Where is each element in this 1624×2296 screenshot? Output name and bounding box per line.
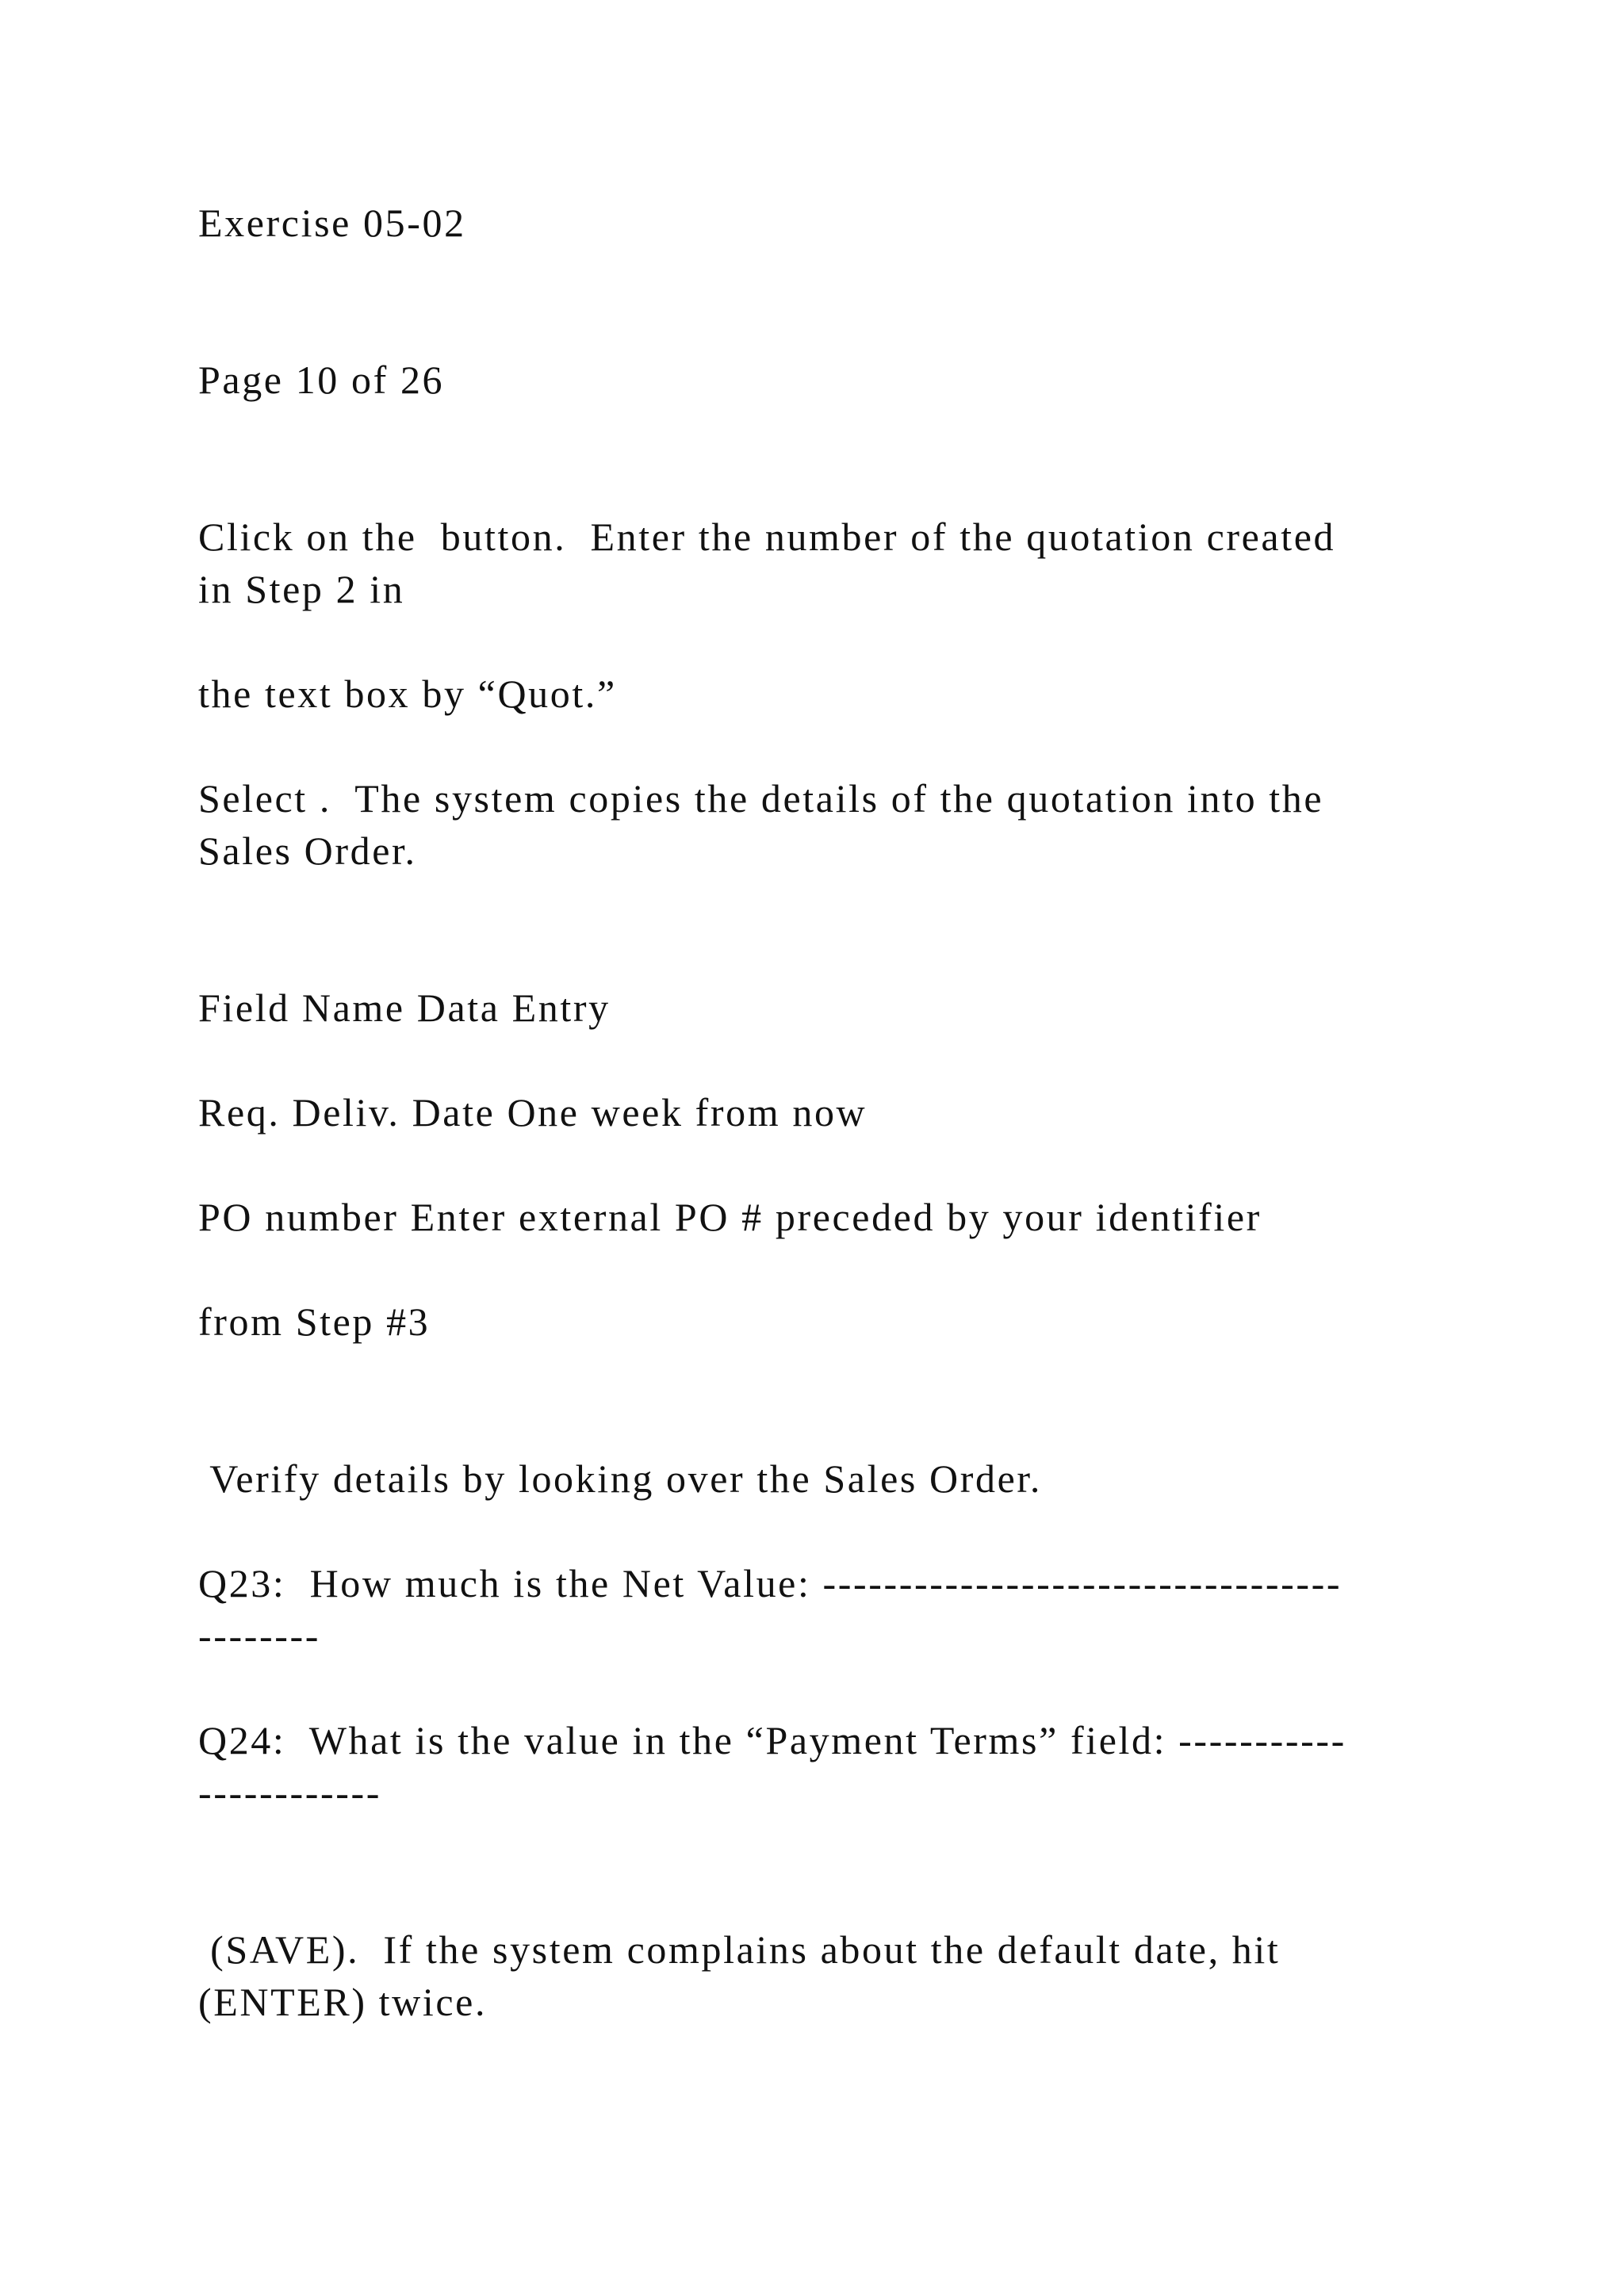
field-row-req-deliv-date: Req. Deliv. Date One week from now — [198, 1090, 868, 1135]
save-instruction-line-2: (ENTER) twice. — [198, 1980, 488, 2024]
save-instruction-line-1: (SAVE). If the system complains about the default date, hit — [198, 1927, 1281, 1972]
step-instruction-line-2: in Step 2 in — [198, 567, 405, 611]
step-instruction-line-3: the text box by “Quot.” — [198, 672, 617, 716]
exercise-title: Exercise 05-02 — [198, 201, 466, 245]
question-q23-line-1: Q23: How much is the Net Value: ---------------------------------- — [198, 1561, 1342, 1605]
step-instruction-line-1: Click on the button. Enter the number of the quotation created — [198, 515, 1336, 559]
question-q24-line-1: Q24: What is the value in the “Payment Terms” field: ----------- — [198, 1718, 1346, 1762]
field-row-po-number: PO number Enter external PO # preceded by your identifier — [198, 1195, 1262, 1239]
question-q23-line-2: -------- — [198, 1613, 321, 1658]
verify-instruction: Verify details by looking over the Sales Order. — [198, 1456, 1042, 1501]
field-row-po-number-continued: from Step #3 — [198, 1299, 431, 1344]
select-instruction-line-1: Select . The system copies the details of the quotation into the — [198, 776, 1324, 821]
select-instruction-line-2: Sales Order. — [198, 828, 417, 873]
question-q24-line-2: ------------ — [198, 1770, 382, 1815]
field-table-header: Field Name Data Entry — [198, 985, 611, 1030]
page-indicator: Page 10 of 26 — [198, 358, 445, 402]
